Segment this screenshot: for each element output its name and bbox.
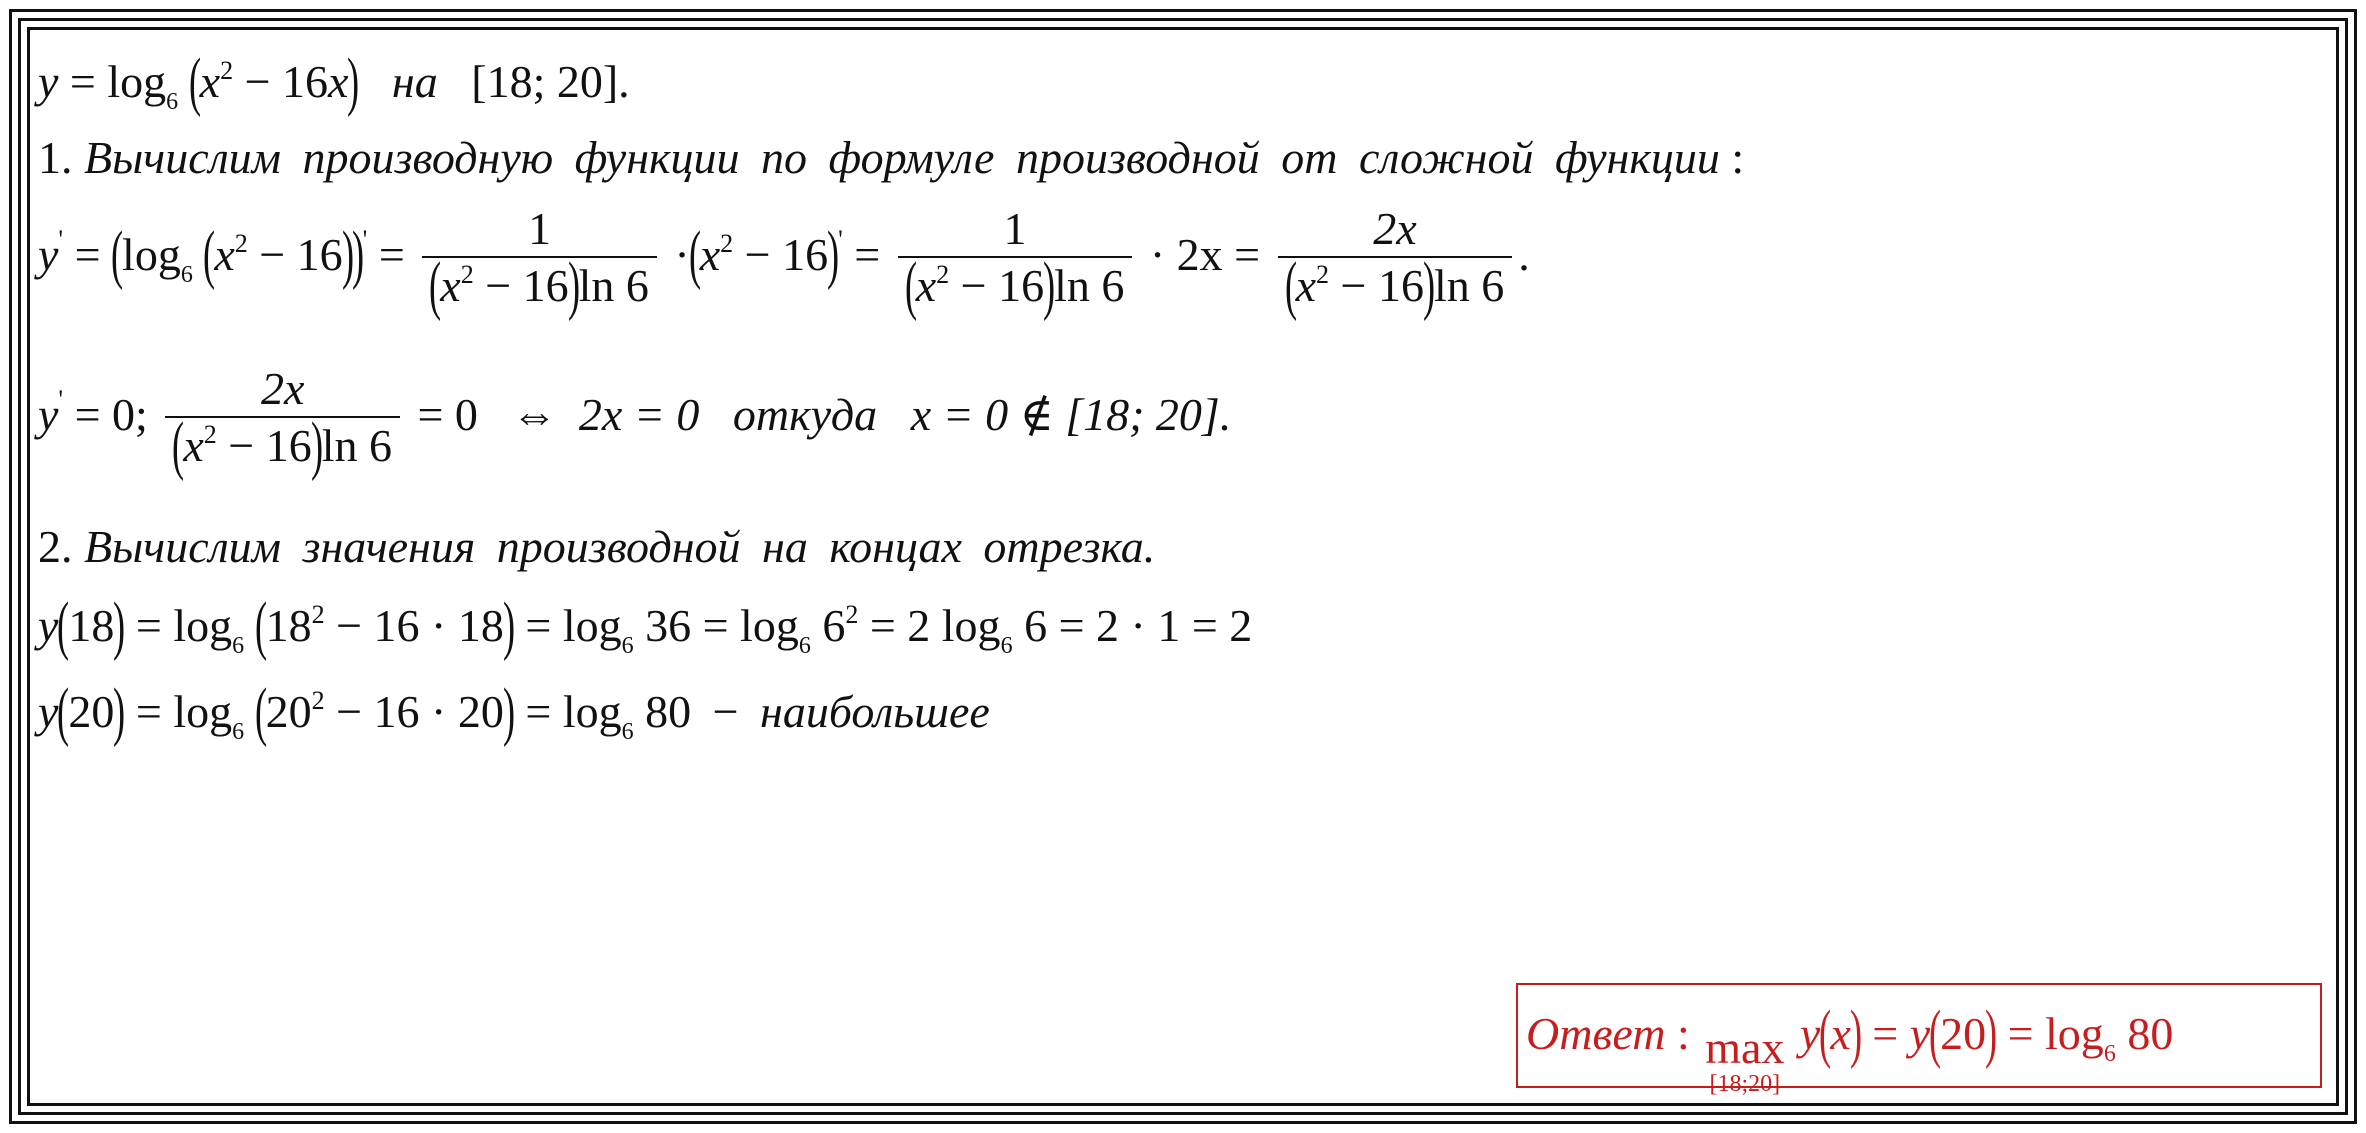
argument: 18 — [68, 600, 115, 651]
equals: = — [2007, 1008, 2034, 1059]
y-var: y — [38, 686, 59, 737]
prime: ' — [58, 224, 64, 254]
subtraction: − 16 · 18 — [336, 600, 504, 651]
log-base: 6 — [621, 633, 634, 659]
step-text: Вычислим значения производной на концах отрезка. — [84, 521, 1156, 572]
equals: = — [69, 56, 96, 107]
value-80: 80 — [645, 686, 692, 737]
step-number: 2. — [38, 521, 73, 572]
left-paren: ( — [1819, 997, 1832, 1070]
fraction — [165, 363, 400, 482]
exponent: 2 — [220, 56, 234, 85]
exponent: 2 — [845, 600, 859, 629]
left-paren: ( — [57, 589, 70, 662]
colon: : — [1731, 132, 1745, 183]
eval-18 — [38, 589, 1253, 662]
argument: 20 — [1940, 1008, 1987, 1059]
result: 6 = 2 · 1 = 2 — [1024, 600, 1253, 651]
left-paren: ( — [1929, 997, 1942, 1070]
result: x = 0 ∉ [18; 20]. — [910, 388, 1232, 440]
exponent: 2 — [311, 600, 325, 629]
whence-word: откуда — [732, 388, 878, 440]
step-text: Вычислим производную функции по формуле производной от сложной функции — [84, 132, 1720, 183]
equals: = — [378, 228, 405, 280]
denominator: $(x^2 - 16)\ln$ 6 — [422, 256, 657, 313]
dash: − — [712, 686, 739, 737]
step1-title — [38, 132, 1745, 183]
value-36: 36 = — [645, 600, 729, 651]
argument: 20 — [68, 686, 115, 737]
answer-value: 80 — [2127, 1008, 2174, 1059]
log-base: 6 — [2103, 1041, 2116, 1067]
answer-box — [1516, 983, 2322, 1097]
y-var: y — [1909, 1008, 1931, 1059]
x-var: x — [1830, 1008, 1851, 1059]
period: . — [1518, 228, 1530, 280]
fraction — [1278, 203, 1513, 322]
right-paren: ) — [341, 217, 354, 291]
log-text: log — [562, 686, 622, 737]
denominator: $(x^2 - 16)\ln$ 6 — [1278, 256, 1513, 313]
step2-title — [38, 521, 1156, 572]
numerator: 2x — [260, 363, 305, 414]
minus-sixteen: − 16 — [244, 56, 329, 107]
left-paren: ( — [254, 675, 267, 748]
step-number: 1. — [38, 132, 73, 183]
prime: ' — [362, 224, 368, 254]
largest-word: наибольшее — [760, 686, 990, 737]
fraction — [898, 203, 1133, 322]
y-var: y — [38, 56, 59, 107]
left-paren: ( — [188, 45, 201, 118]
equals: = — [854, 228, 881, 280]
numerator: 2x — [1373, 203, 1417, 254]
log-base: 6 — [621, 719, 634, 745]
numerator: 1 — [1003, 203, 1027, 254]
left-paren: ( — [57, 675, 70, 748]
right-paren: ) — [827, 217, 840, 291]
iff-symbol: ⇔ — [511, 388, 558, 440]
subtraction: − 16 · 20 — [336, 686, 504, 737]
answer-label: Ответ — [1526, 1008, 1666, 1059]
y-var: y — [38, 228, 59, 280]
log-base: 6 — [180, 261, 193, 288]
denominator: $(x^2 - 16)\ln$ 6 — [898, 256, 1133, 313]
prime: ' — [838, 224, 843, 254]
y-var: y — [1799, 1008, 1821, 1059]
right-paren: ) — [113, 675, 126, 748]
minus-sixteen: − 16 — [259, 228, 343, 280]
eval-20 — [38, 675, 990, 748]
minus-sixteen: − 16 — [744, 228, 829, 280]
equals: = — [525, 686, 552, 737]
equals: = — [135, 686, 162, 737]
colon: : — [1676, 1008, 1690, 1059]
equals: = — [1872, 1008, 1899, 1059]
equals: = — [525, 600, 552, 651]
log-text: log — [562, 600, 622, 651]
right-paren: ) — [1985, 997, 1998, 1070]
denominator: $(x^2 - 16)\ln$ 6 — [165, 416, 400, 473]
equals: = — [135, 600, 162, 651]
prime: ' — [58, 384, 64, 414]
log-text: log — [740, 600, 799, 651]
max-text: max — [1705, 1022, 1785, 1073]
log-base: 6 — [232, 719, 245, 745]
equation: 2x = 0 — [578, 388, 700, 440]
base-number: 18 — [265, 600, 312, 651]
derivative-formula — [38, 203, 1530, 322]
right-paren: ) — [1849, 997, 1862, 1070]
max-operator — [1705, 1022, 1785, 1098]
log-base: 6 — [1000, 633, 1013, 659]
left-paren: ( — [203, 217, 216, 291]
log-text: log — [107, 56, 167, 107]
log-base: 6 — [798, 633, 811, 659]
left-paren: ( — [688, 217, 701, 291]
six: 6 — [822, 600, 846, 651]
base-number: 20 — [265, 686, 312, 737]
right-paren: ) — [113, 589, 126, 662]
log-base: 6 — [166, 89, 179, 115]
fraction — [422, 203, 657, 322]
y-var: y — [38, 600, 59, 651]
left-paren: ( — [254, 589, 267, 662]
equals: = — [74, 228, 101, 280]
numerator: 1 — [528, 203, 552, 254]
x-var: x — [328, 56, 349, 107]
dot: · — [674, 228, 690, 280]
right-paren: ) — [351, 217, 364, 291]
log-text: log — [122, 228, 181, 280]
right-paren: ) — [347, 45, 360, 118]
exponent: 2 — [720, 228, 734, 258]
function-statement — [38, 45, 630, 118]
y-var: y — [38, 388, 59, 440]
log-base: 6 — [232, 633, 245, 659]
on-word: на — [391, 56, 438, 107]
log-text: log — [173, 600, 233, 651]
x-var: x — [699, 228, 721, 280]
critical-point — [38, 363, 1232, 482]
right-paren: ) — [502, 675, 515, 748]
log-text: log — [173, 686, 233, 737]
max-subscript: [18;20] — [1709, 1071, 1781, 1097]
x-var: x — [214, 228, 235, 280]
two-log: = 2 log — [869, 600, 1001, 651]
exponent: 2 — [311, 686, 325, 715]
exponent: 2 — [234, 228, 248, 258]
left-paren: ( — [111, 217, 124, 291]
equals-zero: = 0; — [74, 388, 148, 440]
times-2x: · 2x = — [1149, 228, 1261, 280]
x-var: x — [199, 56, 221, 107]
log-text: log — [2045, 1008, 2104, 1059]
right-paren: ) — [502, 589, 515, 662]
equals-zero: = 0 — [417, 388, 478, 440]
interval: [18; 20]. — [471, 56, 630, 107]
